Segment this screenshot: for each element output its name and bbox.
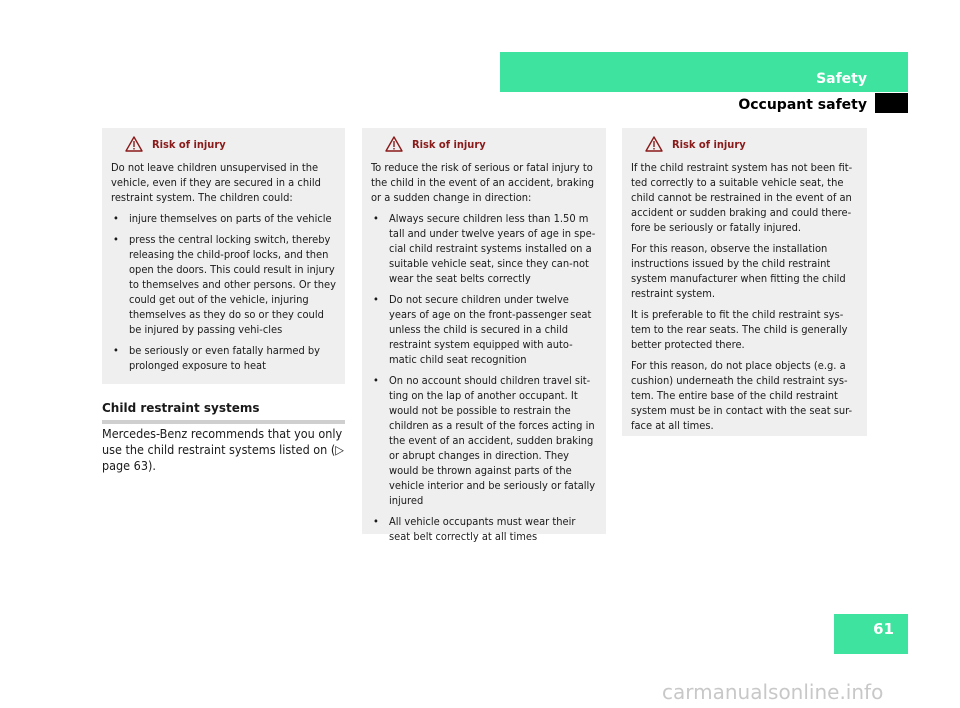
warning-paragraph: If the child restraint system has not been fit-ted correctly to a suitable vehicle seat, the child cannot be restrained in the event of an accident or sudden braking and could there-fore be seriously or fatally injured.: [631, 161, 853, 234]
section-body-text: Mercedes-Benz recommends that you only use the child restraint systems listed on (: [102, 426, 343, 457]
bullet-glyph: •: [113, 212, 119, 225]
bullet-glyph: •: [373, 293, 379, 306]
warning-title: [111, 136, 336, 152]
list-item: [111, 232, 336, 337]
warning-triangle-icon: [125, 136, 143, 152]
list-item: [371, 514, 597, 544]
section-title: Safety: [816, 71, 867, 87]
list-item: [371, 211, 597, 286]
list-item: [371, 292, 597, 367]
warning-title-text: Risk of injury: [412, 137, 486, 151]
page-reference-arrow-icon: ▷: [335, 442, 344, 457]
warning-title-text: Risk of injury: [672, 137, 746, 151]
list-item-text: be seriously or even fatally harmed by prolonged exposure to heat: [129, 344, 321, 372]
warning-paragraph: For this reason, do not place objects (e.g. a cushion) underneath the child restraint sys-tem. The entire base of the child restraint system must be in contact with the seat sur-face at all times.: [631, 359, 853, 432]
warning-paragraph: For this reason, observe the installation instructions issued by the child restraint system manufacturer when fitting the child restraint system.: [631, 242, 846, 300]
bullet-glyph: •: [113, 344, 119, 357]
list-item-text: All vehicle occupants must wear their seat belt correctly at all times: [389, 515, 576, 543]
list-item: [371, 373, 597, 508]
page-reference-link[interactable]: page 63).: [102, 458, 156, 473]
header-marker: [875, 93, 908, 113]
warning-paragraph: It is preferable to fit the child restraint sys-tem to the rear seats. The child is generally better protected there.: [631, 308, 848, 351]
list-item-text: Always secure children less than 1.50 m tall and under twelve years of age in spe-cial child restraint systems installed on a suitable vehicle seat, since they can-not wear the seat belts correctly: [389, 212, 596, 285]
watermark: carmanualsonline.info: [662, 680, 884, 704]
warning-title: [631, 136, 858, 152]
section-heading: Child restraint systems: [102, 401, 345, 424]
warning-triangle-icon: [645, 136, 663, 152]
warning-paragraph: Do not leave children unsupervised in the vehicle, even if they are secured in a child restraint system. The children could:: [111, 161, 321, 204]
bullet-glyph: •: [373, 515, 379, 528]
page-subtitle: Occupant safety: [738, 97, 867, 113]
warning-title: [371, 136, 597, 152]
warning-box-1: [102, 128, 345, 384]
bullet-glyph: •: [113, 233, 119, 246]
bullet-glyph: •: [373, 212, 379, 225]
list-item: [111, 211, 336, 226]
warning-bullet-list: [111, 211, 336, 373]
warning-title-text: Risk of injury: [152, 137, 226, 151]
list-item-text: On no account should children travel sit-ting on the lap of another occupant. It would not be possible to restrain the children as a result of the forces acting in the event of an accident, sudden braking or abrupt changes in direction. They would be thrown against parts of the vehicle interior and be seriously or fatally injured: [389, 374, 596, 507]
warning-paragraph: To reduce the risk of serious or fatal injury to the child in the event of an accident, braking or a sudden change in direction:: [371, 161, 595, 204]
list-item-text: press the central locking switch, thereby releasing the child-proof locks, and then open the doors. This could result in injury to themselves and other persons. Or they could get out of the vehicle, injuring themselves as they do so or they could be injured by passing vehi-cles: [129, 233, 336, 336]
warning-box-3: [622, 128, 867, 436]
list-item: [111, 343, 336, 373]
page-number: 61: [873, 620, 894, 638]
list-item-text: Do not secure children under twelve years of age on the front-passenger seat unless the child is secured in a child restraint system equipped with auto-matic child seat recognition: [389, 293, 592, 366]
section-body: [102, 426, 348, 474]
warning-box-2: [362, 128, 606, 543]
page-number-box: [834, 614, 908, 654]
list-item-text: injure themselves on parts of the vehicle: [129, 212, 332, 225]
warning-bullet-list: [371, 211, 597, 544]
warning-triangle-icon: [385, 136, 403, 152]
bullet-glyph: •: [373, 374, 379, 387]
